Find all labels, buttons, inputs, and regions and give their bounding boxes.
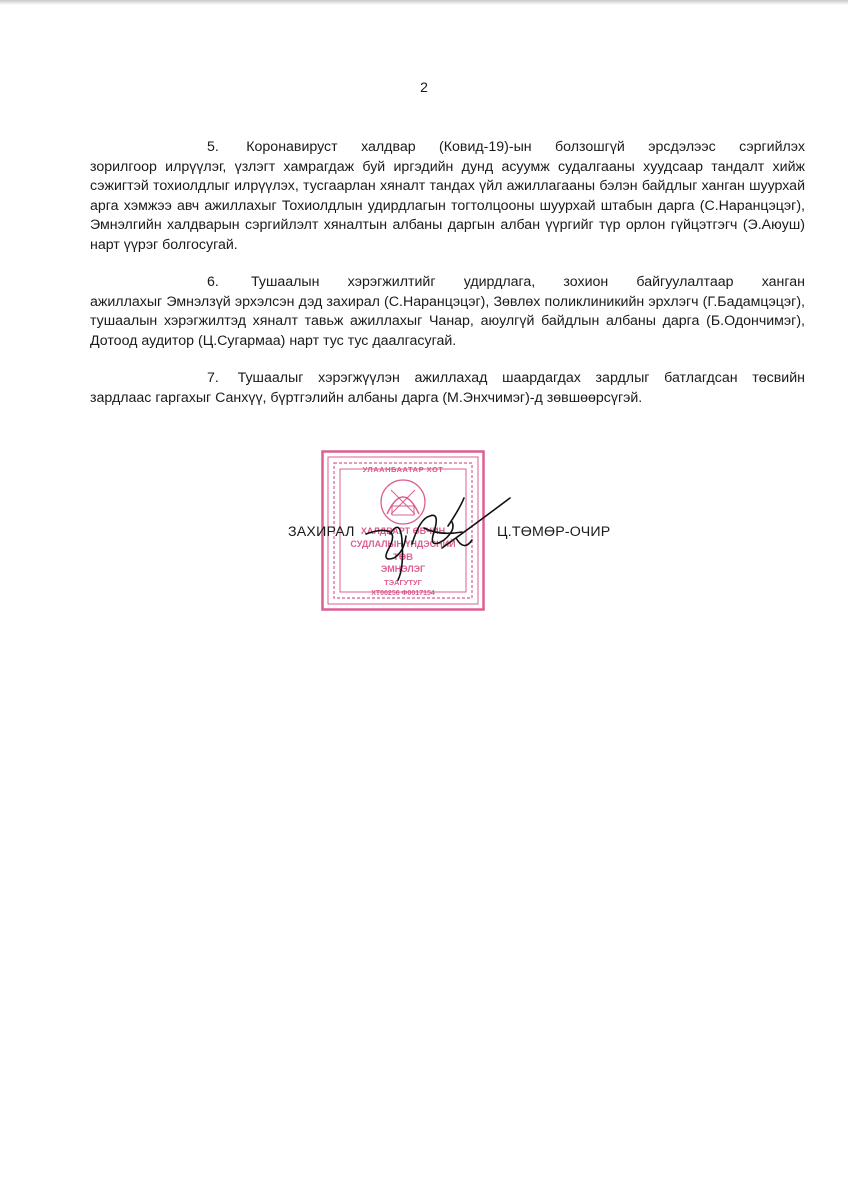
paragraph-7	[90, 369, 805, 408]
stamp-registration: ХТ00256 Ф0017154	[371, 590, 435, 597]
paragraph-body: зардлаас гаргахыг Санхүү, бүртгэлийн албаны дарга (М.Энхчимэг)-д зөвшөөрсүгэй.	[90, 389, 643, 406]
paragraph-first-line	[207, 369, 805, 389]
paragraph-6	[90, 273, 805, 351]
stamp-city: УЛААНБААТАР ХОТ	[362, 465, 444, 474]
document-body	[90, 138, 805, 426]
signature-title: ЗАХИРАЛ	[288, 524, 355, 540]
stamp-line: ЭМНЭЛЭГ	[380, 564, 426, 574]
page-top-edge	[0, 0, 848, 5]
signatory-name: Ц.ТӨМӨР-ОЧИР	[497, 524, 611, 540]
stamp-line: ТЭАГУТУГ	[384, 578, 422, 587]
paragraph-5	[90, 138, 805, 255]
page-number: 2	[420, 79, 428, 95]
paragraph-number: 7.	[207, 370, 219, 386]
paragraph-first-line	[207, 273, 805, 293]
stamp-line: СУДЛАЛЫН ҮНДЭСНИЙ	[350, 539, 456, 549]
handwritten-signature	[360, 488, 515, 583]
stamp-line: ТӨВ	[392, 552, 414, 563]
paragraph-number: 5.	[207, 139, 219, 155]
paragraph-first-line	[207, 138, 805, 158]
paragraph-number: 6.	[207, 274, 219, 290]
paragraph-body: зорилгоор илрүүлэг, үзлэгт хамрагдаж буй иргэдийн дунд асуумж судалгааны хуудсаар тандалт хийж сэжигтэй тохиолдлыг илрүүлэх, тусгаарлан хяналт тандах үйл ажиллагааны бэлэн байдлыг ханган шуурхай арга хэмжээ авч ажиллахыг Тохиолдлын удирдлагын тогтолцооны шуурхай штабын дарга (С.Наранцэцэг), Эмнэлгийн халдварын сэргийлэлт хяналтын албаны даргын албан үүргийг түр орлон гүйцэтгэгч (Э.Аюуш) нарт үүрэг болгосугай.	[90, 158, 805, 253]
stamp-line: ХАЛДВАРТ ӨВЧИН	[360, 526, 446, 536]
paragraph-lead: Тушаалыг хэрэгжүүлэн ажиллахад шаардагдах зардлыг батлагдсан төсвийн	[237, 370, 805, 386]
paragraph-body: ажиллахыг Эмнэлзүй эрхэлсэн дэд захирал (С.Наранцэцэг), Зөвлөх поликлиникийн эрхлэгч (Г.Бадамцэцэг), тушаалын хэрэгжилтэд хяналт тавьж ажиллахыг Чанар, аюулгүй байдлын албаны дарга (Б.Одончимэг), Дотоод аудитор (Ц.Сугармаа) нарт тус тус даалгасугай.	[90, 293, 805, 349]
paragraph-lead: Тушаалын хэрэгжилтийг удирдлага, зохион байгуулалтаар ханган	[251, 274, 805, 290]
paragraph-lead: Коронавируст халдвар (Ковид-19)-ын болзошгүй эрсдэлээс сэргийлэх	[246, 139, 805, 155]
